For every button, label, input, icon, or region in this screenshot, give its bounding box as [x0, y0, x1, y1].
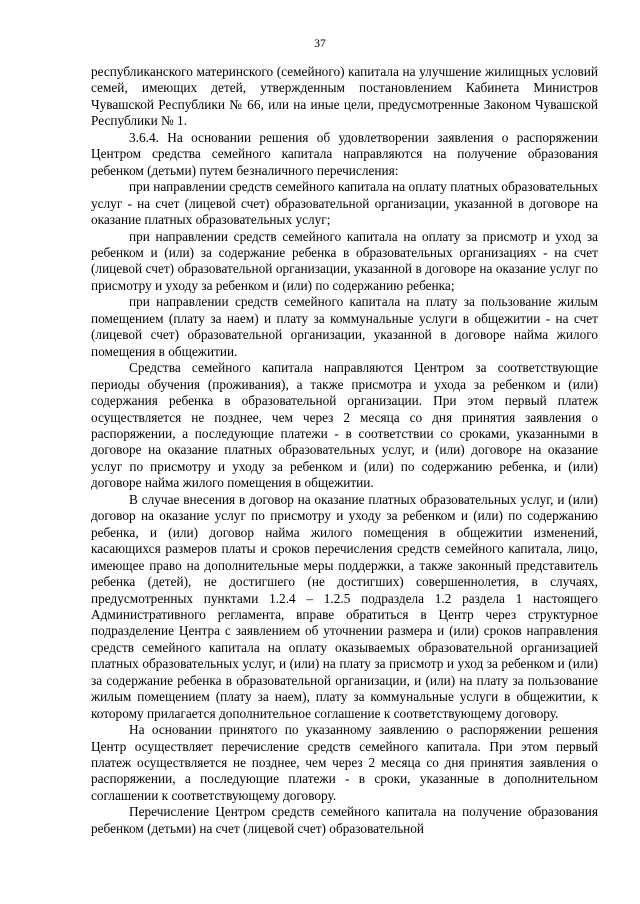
paragraph: Перечисление Центром средств семейного капитала на получение образования ребенком (детьми) на счет (лицевой счет) образовательной [91, 804, 598, 836]
body-text [91, 64, 598, 837]
paragraph: при направлении средств семейного капитала на оплату платных образовательных услуг - на счет (лицевой счет) образовательной организации, указанной в договоре на оказание платных образовательных услуг; [91, 179, 598, 228]
paragraph: республиканского материнского (семейного) капитала на улучшение жилищных условий семей, имеющих детей, утвержденным постановлением Кабинета Министров Чувашской Республики № 66, или на иные цели, предусмотренные Законом Чувашской Республики № 1. [91, 64, 598, 129]
paragraph: при направлении средств семейного капитала на оплату за присмотр и уход за ребенком и (или) за содержание ребенка в образовательных организациях - на счет (лицевой счет) образовательной организации, указанной в договоре на оказание услуг по присмотру и уходу за ребенком и (или) по содержанию ребенка; [91, 228, 598, 293]
paragraph: 3.6.4. На основании решения об удовлетворении заявления о распоряжении Центром средства семейного капитала направляются на получение образования ребенком (детьми) путем безналичного перечисления: [91, 129, 598, 178]
page-number: 37 [314, 38, 326, 50]
paragraph: при направлении средств семейного капитала на плату за пользование жилым помещением (плату за наем) и плату за коммунальные услуги в общежитии - на счет (лицевой счет) образовательной организации, указанной в договоре найма жилого помещения в общежитии. [91, 294, 598, 359]
paragraph: На основании принятого по указанному заявлению о распоряжении решения Центр осуществляет перечисление средств семейного капитала. При этом первый платеж осуществляется не позднее, чем через 2 месяца со дня принятия заявления о распоряжении, а последующие платежи - в сроки, указанные в дополнительном соглашении к соответствующему договору. [91, 722, 598, 803]
paragraph: Средства семейного капитала направляются Центром за соответствующие периоды обучения (проживания), а также присмотра и ухода за ребенком и (или) содержания ребенка в образовательной организации. При этом первый платеж осуществляется не позднее, чем через 2 месяца со дня принятия заявления о распоряжении, а последующие платежи - в соответствии со сроками, указанными в договоре на оказание платных образовательных услуг, и (или) договоре на оказание услуг по присмотру и уходу за ребенком и (или) по содержанию ребенка, и (или) договоре найма жилого помещения в общежитии. [91, 360, 598, 491]
paragraph: В случае внесения в договор на оказание платных образовательных услуг, и (или) договор на оказание услуг по присмотру и уходу за ребенком и (или) по содержанию ребенка, и (или) договор найма жилого помещения в общежитии изменений, касающихся размеров платы и сроков перечисления средств семейного капитала, лицо, имеющее право на дополнительные меры поддержки, а также законный представитель ребенка (детей), не достигшего (не достигших) совершеннолетия, в случаях, предусмотренных пунктами 1.2.4 – 1.2.5 подраздела 1.2 раздела 1 настоящего Административного регламента, вправе обратиться в Центр через структурное подразделение Центра с заявлением об уточнении размера и (или) сроков направления средств семейного капитала на оплату оказываемых образовательной организацией платных образовательных услуг, и (или) на плату за присмотр и уход за ребенком и (или) за содержание ребенка в образовательной организации, и (или) на плату за пользование жилым помещением (плату за наем), плату за коммунальные услуги в общежитии, к которому прилагается дополнительное соглашение к соответствующему договору. [91, 491, 598, 721]
